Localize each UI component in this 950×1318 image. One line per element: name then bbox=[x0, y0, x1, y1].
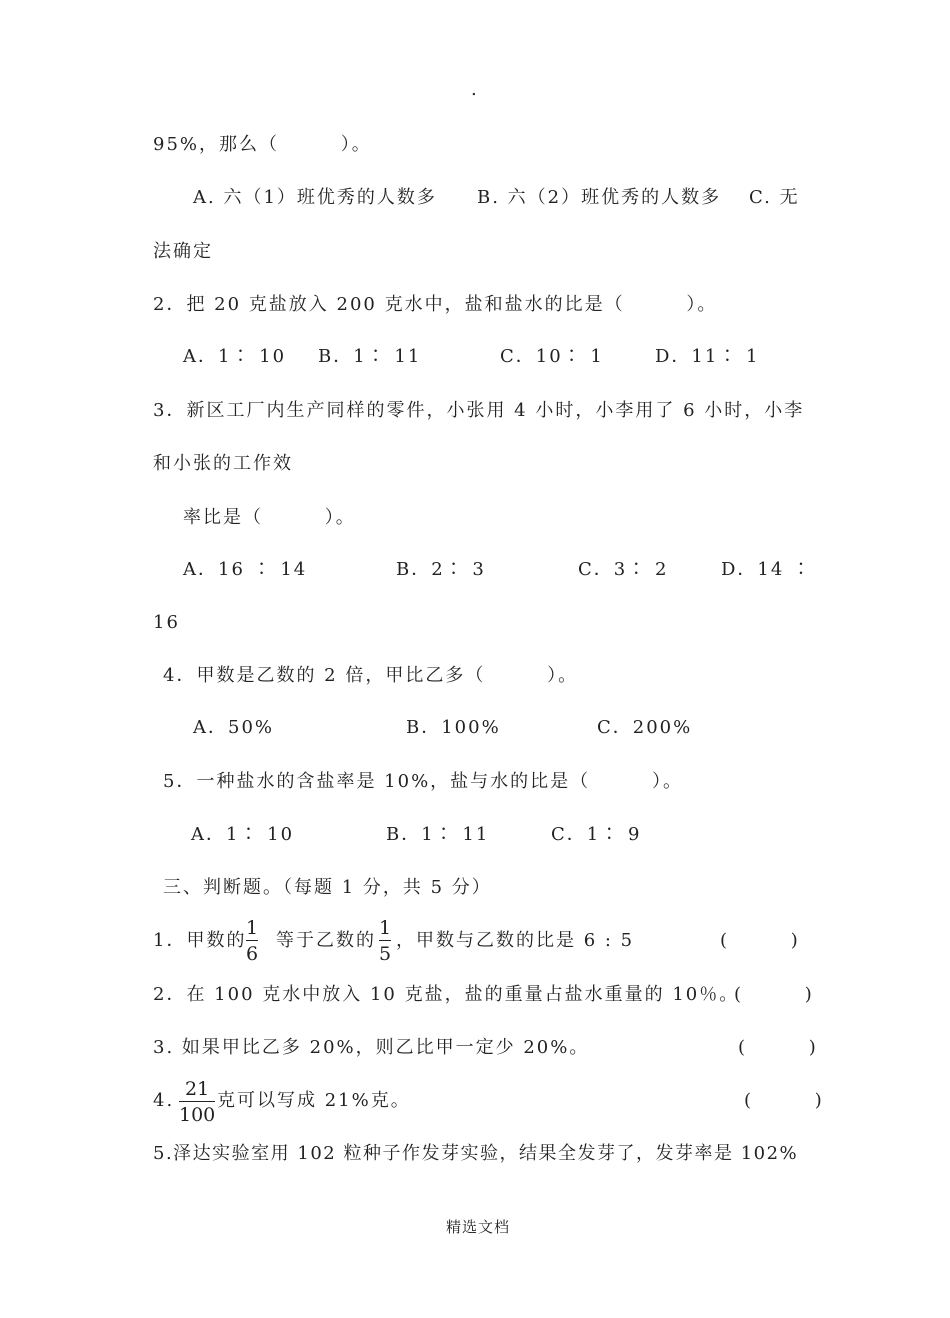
q3-option-c: C．3∶ 2 bbox=[578, 559, 669, 580]
q2-option-d: D．11∶ 1 bbox=[655, 346, 760, 367]
fraction-bar bbox=[379, 940, 391, 941]
q1-continuation: 95%，那么（ ）。 bbox=[153, 134, 372, 155]
q2-option-c: C．10∶ 1 bbox=[500, 346, 604, 367]
j1-text-b: 等于乙数的 bbox=[276, 930, 376, 951]
j5-text: 5.泽达实验室用 102 粒种子作发芽实验，结果全发芽了，发芽率是 102% bbox=[153, 1143, 799, 1164]
fraction-21-100 bbox=[179, 1078, 215, 1126]
j1-text-c: ，甲数与乙数的比是 6 : 5 bbox=[396, 930, 635, 951]
q3-text-cont2: 率比是（ ）。 bbox=[183, 507, 356, 528]
q5-option-a: A．1∶ 10 bbox=[191, 824, 295, 845]
header-mark: . bbox=[471, 79, 479, 100]
fraction-1-5 bbox=[379, 917, 391, 965]
q3-option-d-cont: 16 bbox=[153, 612, 180, 633]
j3-text: 3. 如果甲比乙多 20%，则乙比甲一定少 20%。 bbox=[153, 1037, 590, 1058]
j1-text-a: 1．甲数的 bbox=[153, 930, 247, 951]
fraction-denominator: 100 bbox=[179, 1104, 216, 1126]
fraction-denominator: 5 bbox=[379, 943, 392, 965]
q3-text-cont: 和小张的工作效 bbox=[153, 453, 293, 474]
fraction-numerator: 1 bbox=[379, 917, 392, 939]
q1-option-a: A. 六（1）班优秀的人数多 bbox=[193, 187, 437, 208]
fraction-numerator: 1 bbox=[246, 917, 259, 939]
q1-option-c-cont: 法确定 bbox=[153, 241, 213, 262]
q3-option-b: B．2∶ 3 bbox=[396, 559, 486, 580]
fraction-1-6 bbox=[246, 917, 258, 965]
fraction-bar bbox=[179, 1101, 215, 1102]
j4-num: 4. bbox=[153, 1090, 175, 1111]
q1-option-c: C. 无 bbox=[749, 187, 800, 208]
q4-option-c: C．200% bbox=[597, 717, 693, 738]
j3-answer-paren: ( ) bbox=[738, 1037, 818, 1058]
q3-option-a: A．16 ∶ 14 bbox=[183, 559, 308, 580]
q5-text: 5．一种盐水的含盐率是 10%，盐与水的比是（ ）。 bbox=[163, 771, 683, 792]
q2-text: 2．把 20 克盐放入 200 克水中，盐和盐水的比是（ ）。 bbox=[153, 294, 718, 315]
q5-option-c: C．1∶ 9 bbox=[551, 824, 642, 845]
q2-option-b: B．1∶ 11 bbox=[318, 346, 422, 367]
q4-text: 4．甲数是乙数的 2 倍，甲比乙多（ ）。 bbox=[163, 665, 579, 686]
q3-text: 3．新区工厂内生产同样的零件，小张用 4 小时，小李用了 6 小时，小李 bbox=[153, 400, 805, 421]
q3-option-d: D．14 ∶ bbox=[721, 559, 813, 580]
q4-option-b: B．100% bbox=[406, 717, 501, 738]
fraction-bar bbox=[246, 940, 258, 941]
page-footer: 精选文档 bbox=[446, 1218, 511, 1236]
q1-option-b: B. 六（2）班优秀的人数多 bbox=[477, 187, 722, 208]
j1-answer-paren: ( ) bbox=[720, 930, 800, 951]
j4-text: 克可以写成 21%克。 bbox=[217, 1090, 411, 1111]
q4-option-a: A．50% bbox=[193, 717, 275, 738]
section-3-heading: 三、判断题。（每题 1 分，共 5 分） bbox=[163, 877, 492, 898]
q5-option-b: B．1∶ 11 bbox=[386, 824, 490, 845]
j2-answer-paren: ( ) bbox=[734, 984, 814, 1005]
q2-option-a: A．1∶ 10 bbox=[183, 346, 287, 367]
j2-text: 2．在 100 克水中放入 10 克盐，盐的重量占盐水重量的 10％。 bbox=[153, 984, 740, 1005]
fraction-denominator: 6 bbox=[246, 943, 259, 965]
j4-answer-paren: ( ) bbox=[744, 1090, 824, 1111]
fraction-numerator: 21 bbox=[185, 1078, 210, 1100]
